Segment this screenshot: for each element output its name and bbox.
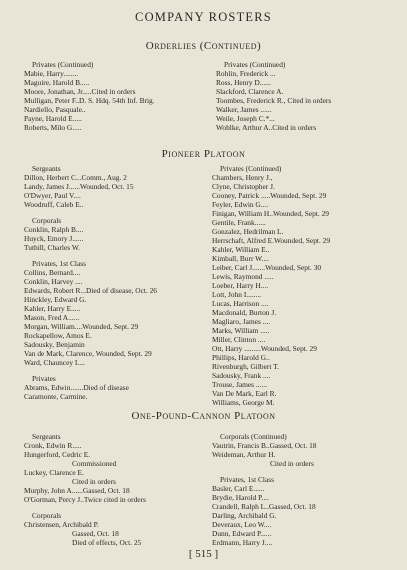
roster-entry: Christensen, Archibald P.	[24, 520, 99, 529]
roster-entry: Van De Mark, Earl R.	[212, 389, 277, 398]
roster-entry: Marks, William .....	[212, 326, 270, 335]
roster-entry: Ross, Henry D......	[216, 78, 271, 87]
spacer	[24, 504, 146, 511]
roster-group-heading: Privates	[32, 374, 56, 383]
roster-entry: Vautrin, Francis B..Gassed, Oct. 18	[212, 441, 317, 450]
roster-entry: Nardiello, Pasquale..	[24, 105, 86, 114]
roster-group-heading: Privates (Continued)	[224, 60, 286, 69]
roster-entry: Roberts, Milo G.....	[24, 123, 82, 132]
roster-entry: Collins, Bernard....	[24, 268, 81, 277]
roster-note: Commissioned	[72, 459, 117, 468]
roster-entry: Cooney, Patrick .....Wounded, Sept. 29	[212, 191, 327, 200]
roster-entry: Kahler, Harry E.....	[24, 304, 81, 313]
roster-note: Died of effects, Oct. 25	[72, 538, 142, 547]
roster-entry: Sadousky, Frank ....	[212, 371, 271, 380]
roster-group-heading: Corporals	[32, 511, 62, 520]
roster-entry: Gentile, Frank......	[212, 218, 266, 227]
roster-entry: Magliaro, James ....	[212, 317, 271, 326]
roster-group-heading: Privates, 1st Class	[32, 259, 86, 268]
roster-entry: Kimball, Burr W....	[212, 254, 269, 263]
roster-entry: Crandell, Ralph L..Gassed, Oct. 18	[212, 502, 316, 511]
roster-entry: Cronk, Edwin R.....	[24, 441, 82, 450]
roster-entry: Morgan, William....Wounded, Sept. 29	[24, 322, 139, 331]
roster-group-heading: Corporals	[32, 216, 62, 225]
roster-group-heading: Sergeants	[32, 164, 61, 173]
spacer	[24, 367, 157, 374]
roster-entry: Walker, James ......	[216, 105, 272, 114]
roster-entry: Erdmann, Harry J....	[212, 538, 273, 547]
roster-entry: Abrams, Edwin.......Died of disease	[24, 383, 129, 392]
roster-entry: Leiber, Carl J.......Wounded, Sept. 30	[212, 263, 322, 272]
roster-entry: Weideman, Arthur H.	[212, 450, 276, 459]
orderlies-left-column	[24, 60, 155, 132]
roster-entry: Hungerford, Cedric E.	[24, 450, 91, 459]
roster-entry: Kahler, William E..	[212, 245, 270, 254]
roster-entry: Lucas, Harrison ....	[212, 299, 269, 308]
roster-entry: Mabie, Harry........	[24, 69, 79, 78]
roster-entry: Huyck, Emory J......	[24, 234, 84, 243]
roster-entry: Woodruff, Caleb E..	[24, 200, 84, 209]
spacer	[212, 468, 316, 475]
roster-entry: Hinckley, Edward G.	[24, 295, 87, 304]
pioneer-right-column	[212, 164, 330, 407]
roster-entry: Basler, Carl E......	[212, 484, 265, 493]
roster-entry: Feyler, Edwin G....	[212, 200, 269, 209]
roster-entry: Clyne, Christopher J.	[212, 182, 275, 191]
roster-entry: Chambers, Henry J.,	[212, 173, 273, 182]
roster-entry: Finigan, William H..Wounded, Sept. 29	[212, 209, 330, 218]
roster-entry: Caramonte, Carmine.	[24, 392, 88, 401]
roster-entry: Mason, Fred A......	[24, 313, 80, 322]
roster-entry: Wohlke, Arthur A..Cited in orders	[216, 123, 317, 132]
roster-entry: Tuthill, Charles W.	[24, 243, 80, 252]
roster-entry: Weile, Joseph C.*...	[216, 114, 275, 123]
roster-group-heading: Sergeants	[32, 432, 61, 441]
roster-entry: Conklin, Harvey ....	[24, 277, 83, 286]
roster-entry: Rohlin, Frederick ...	[216, 69, 276, 78]
orderlies-right-column	[216, 60, 331, 132]
roster-entry: Lewis, Raymond .....	[212, 272, 274, 281]
roster-entry: Maguire, Harold B.....	[24, 78, 90, 87]
cannon-right-column	[212, 432, 316, 547]
roster-entry: Mulligan, Peter F..D. S. Hdq. 54th Inf. Brig.	[24, 96, 155, 105]
spacer	[24, 252, 157, 259]
roster-group-heading: Privates, 1st Class	[220, 475, 274, 484]
roster-group-heading: Privates (Continued)	[32, 60, 94, 69]
roster-entry: Edwards, Robert R...Died of disease, Oct. 26	[24, 286, 158, 295]
roster-entry: Herrschaft, Alfred E.Wounded, Sept. 29	[212, 236, 331, 245]
roster-entry: Deveraux, Leo W....	[212, 520, 272, 529]
orderlies-title: Orderlies (Continued)	[145, 40, 262, 52]
roster-entry: Williams, George M.	[212, 398, 275, 407]
roster-note: Gassed, Oct. 18	[72, 529, 119, 538]
roster-entry: Gonzalez, Hedrilman L.	[212, 227, 284, 236]
roster-entry: O'Gorman, Percy J..Twice cited in orders	[24, 495, 146, 504]
page-title: COMPANY ROSTERS	[135, 10, 272, 24]
roster-entry: Phillips, Harold G..	[212, 353, 270, 362]
roster-entry: Conklin, Ralph B....	[24, 225, 84, 234]
roster-entry: Moore, Jonathan, Jr.....Cited in orders	[24, 87, 136, 96]
roster-entry: Rockapellow, Amos E.	[24, 331, 92, 340]
pioneer-left-column	[24, 164, 157, 401]
roster-note: Cited in orders	[270, 459, 314, 468]
roster-group-heading: Corporals (Continued)	[220, 432, 287, 441]
cannon-title: One-Pound-Cannon Platoon	[131, 410, 276, 422]
roster-entry: Trouse, James ......	[212, 380, 267, 389]
pioneer-title: Pioneer Platoon	[161, 148, 246, 160]
roster-note: Cited in orders	[72, 477, 116, 486]
roster-entry: Dunn, Edward P......	[212, 529, 272, 538]
cannon-left-column	[24, 432, 146, 547]
roster-entry: Ott, Harry .........Wounded, Sept. 29	[212, 344, 317, 353]
roster-entry: Dillon, Herbert C...Comm., Aug. 2	[24, 173, 127, 182]
roster-entry: Van de Mark, Clarence, Wounded, Sept. 29	[24, 349, 152, 358]
roster-entry: Luckey, Clarence E.	[24, 468, 84, 477]
roster-entry: Darling, Archibald G.	[212, 511, 277, 520]
roster-entry: Murphy, John A......Gassed, Oct. 18	[24, 486, 130, 495]
roster-entry: Macdonald, Burton J.	[212, 308, 277, 317]
roster-entry: Brydie, Harold P....	[212, 493, 269, 502]
spacer	[24, 209, 157, 216]
roster-entry: Loeber, Harry H....	[212, 281, 269, 290]
roster-entry: Rivenburgh, Gilbert T.	[212, 362, 279, 371]
roster-group-heading: Privates (Continued)	[220, 164, 282, 173]
roster-entry: Miller, Clinton ....	[212, 335, 266, 344]
roster-entry: Toombes, Frederick R., Cited in orders	[216, 96, 332, 105]
roster-entry: Landy, James J......Wounded, Oct. 15	[24, 182, 134, 191]
roster-entry: Slackford, Clarence A.	[216, 87, 284, 96]
page-number: [ 515 ]	[188, 548, 219, 560]
roster-entry: Lott, John I........	[212, 290, 262, 299]
roster-entry: O'Dwyer, Paul V....	[24, 191, 81, 200]
roster-entry: Sadousky, Benjamin	[24, 340, 85, 349]
roster-entry: Payne, Harold E.....	[24, 114, 82, 123]
roster-entry: Ward, Chauncey I....	[24, 358, 85, 367]
